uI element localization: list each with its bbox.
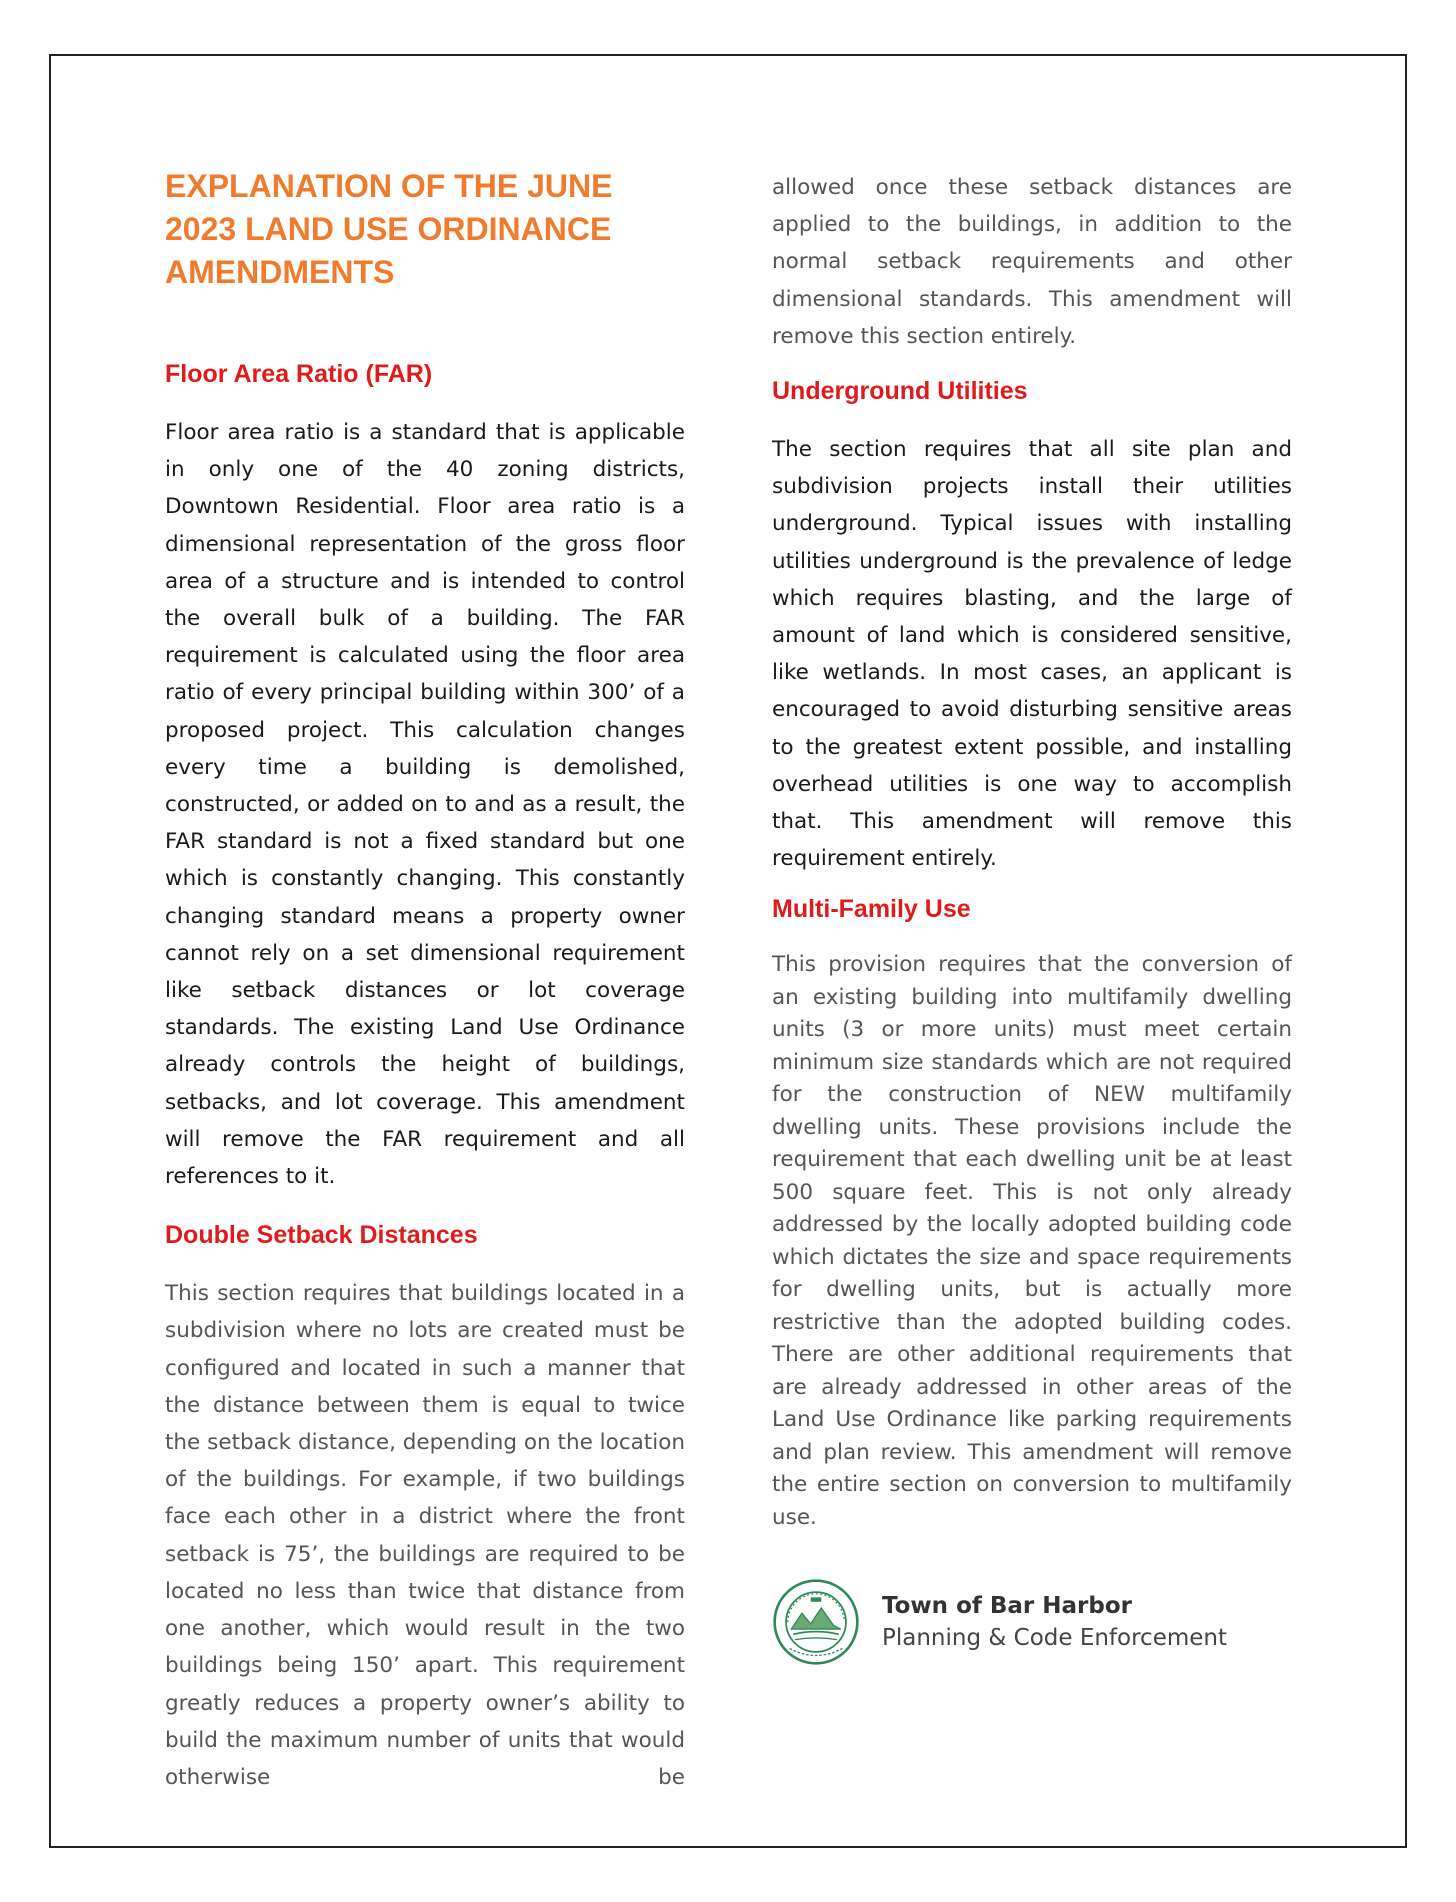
multifamily-body: This provision requires that the conversion of an existing building into multifamily dwelling units (3 or more units) must meet certain minimum size standards which are not required for the construction of NEW multifamily dwelling units. These provisions include the requirement that each dwelling unit be at least 500 square feet. This is not only already addressed by the locally adopted building code which dictates the size and space requirements for dwelling units, but is actually more restrictive than the adopted building codes. There are other additional requirements that are already addressed in other areas of the Land Use Ordinance like parking requirements and plan review. This amendment will remove the entire section on conversion to multifamily use. [772,952,1292,1530]
department-name: Planning & Code Enforcement [882,1625,1227,1651]
underground-body: The section requires that all site plan and subdivision projects install their utilities underground. Typical issues with installing utilities underground is the prevalence of ledge which requires blasting, and the large of amount of land which is considered sensitive, like wetlands. In most cases, an applicant is encouraged to avoid disturbing sensitive areas to the greatest extent possible, and installing overhead utilities is one way to accomplish that. This amendment will remove this requirement entirely. [772,437,1292,872]
left-column [165,165,685,1820]
document-title: EXPLANATION OF THE JUNE 2023 LAND USE ORDINANCE AMENDMENTS [165,168,613,290]
double-setback-continuation: allowed once these setback distances are applied to the buildings, in addition to the normal setback requirements and other dimensional standards. This amendment will remove this section entirely. [772,175,1292,349]
double-setback-heading: Double Setback Distances [165,1221,478,1250]
town-seal-icon [772,1578,860,1666]
underground-heading: Underground Utilities [772,377,1028,406]
far-body: Floor area ratio is a standard that is applicable in only one of the 40 zoning districts, Downtown Residential. Floor area ratio is a dimensional representation of the gross floor area of a structure and is intended to control the overall bulk of a building. The FAR requirement is calculated using the floor area ratio of every principal building within 300’ of a proposed project. This calculation changes every time a building is demolished, constructed, or added on to and as a result, the FAR standard is not a fixed standard but one which is constantly changing. This constantly changing standard means a property owner cannot rely on a set dimensional requirement like setback distances or lot coverage standards. The existing Land Use Ordinance already controls the height of buildings, setbacks, and lot coverage. This amendment will remove the FAR requirement and all references to it. [165,420,685,1190]
far-heading: Floor Area Ratio (FAR) [165,360,433,388]
right-column [772,169,1292,1558]
double-setback-body: This section requires that buildings located in a subdivision where no lots are created must be configured and located in such a manner that the distance between them is equal to twice the setback distance, depending on the location of the buildings. For example, if two buildings face each other in a district where the front setback is 75’, the buildings are required to be located no less than twice that distance from one another, which would result in the two buildings being 150’ apart. This requirement greatly reduces a property owner’s ability to build the maximum number of units that would otherwise be [165,1281,685,1790]
organization-info [882,1590,1227,1654]
organization-name: Town of Bar Harbor [882,1593,1133,1619]
multifamily-heading: Multi-Family Use [772,895,971,924]
footer-signature [772,1578,1227,1666]
